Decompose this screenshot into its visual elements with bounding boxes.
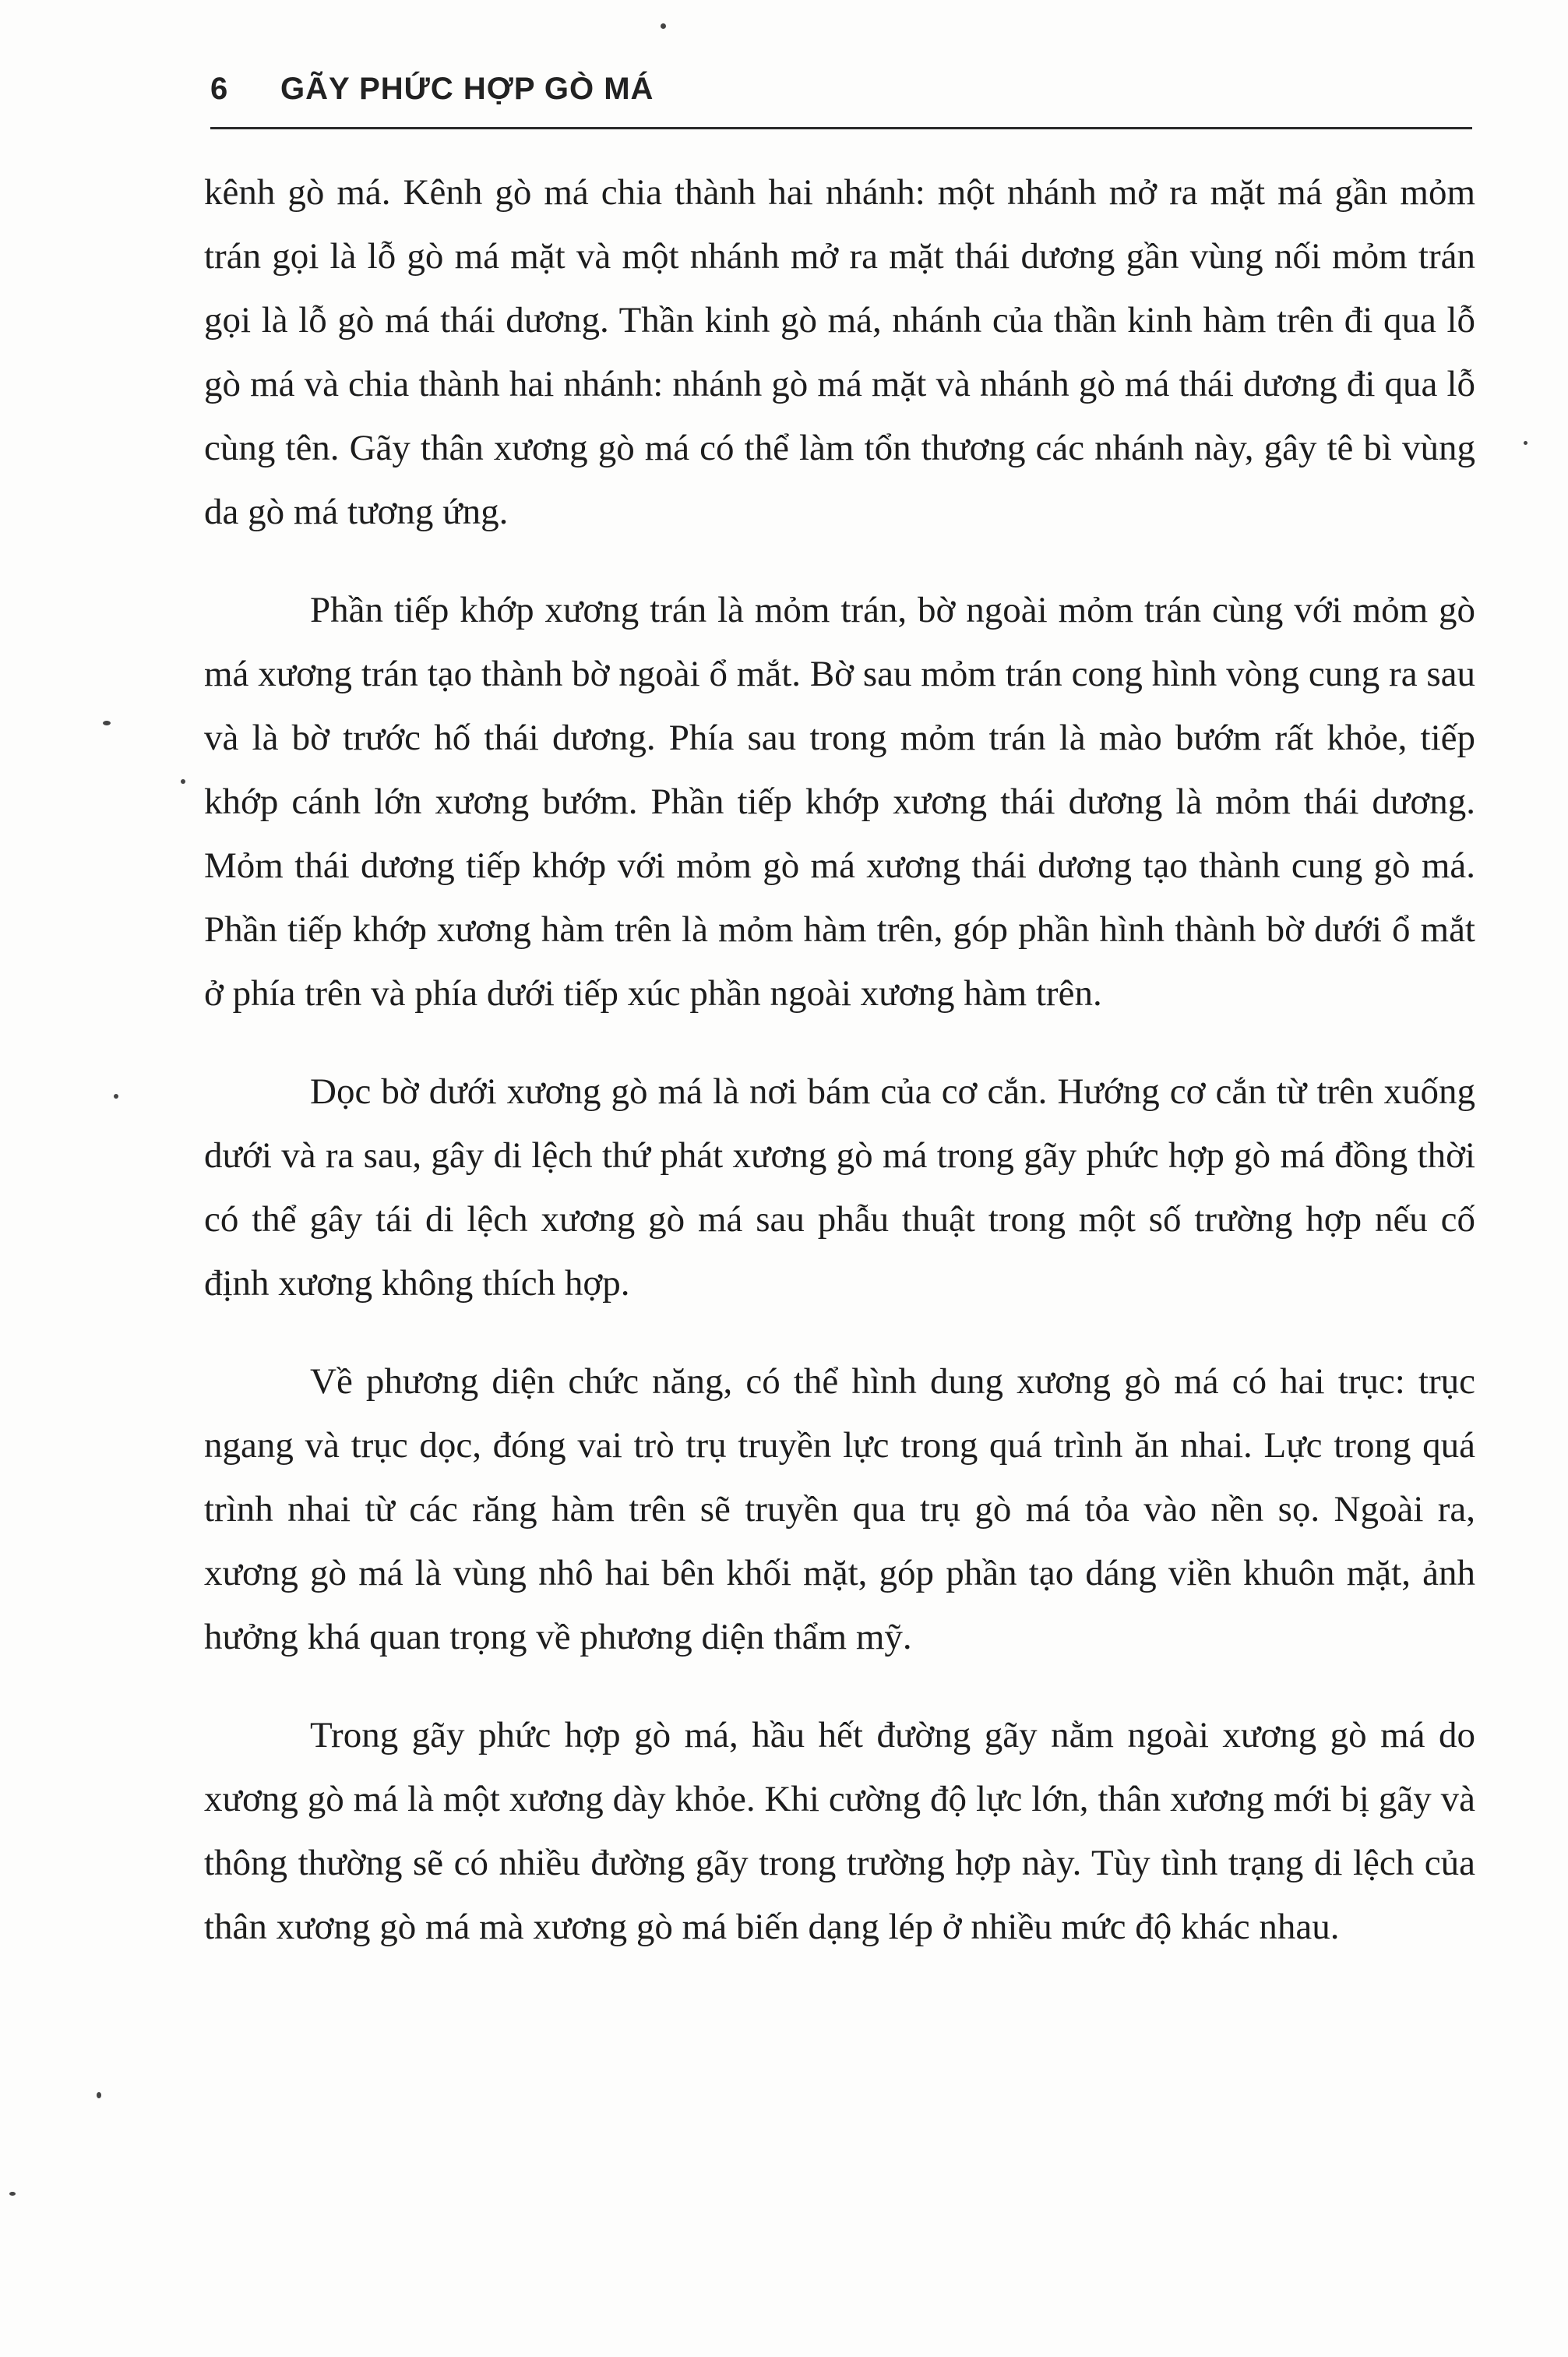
scan-speck — [114, 1094, 118, 1099]
running-head — [210, 72, 1472, 126]
scan-speck — [181, 779, 185, 784]
paragraph-5: Trong gãy phức hợp gò má, hầu hết đường gãy nằm ngoài xương gò má do xương gò má là một xương dày khỏe. Khi cường độ lực lớn, thân xương mới bị gãy và thông thường sẽ có nhiều đường gãy trong trường hợp này. Tùy tình trạng di lệch của thân xương gò má mà xương gò má biến dạng lép ở nhiều mức độ khác nhau. — [204, 1715, 1475, 1947]
header-rule — [210, 127, 1472, 129]
page-number: 6 — [210, 72, 229, 106]
paragraph-2: Phần tiếp khớp xương trán là mỏm trán, bờ ngoài mỏm trán cùng với mỏm gò má xương trán tạo thành bờ ngoài ổ mắt. Bờ sau mỏm trán cong hình vòng cung ra sau và là bờ trước hố thái dương. Phía sau trong mỏm trán là mào bướm rất khỏe, tiếp khớp cánh lớn xương bướm. Phần tiếp khớp xương thái dương là mỏm thái dương. Mỏm thái dương tiếp khớp với mỏm gò má xương thái dương tạo thành cung gò má. Phần tiếp khớp xương hàm trên là mỏm hàm trên, góp phần hình thành bờ dưới ổ mắt ở phía trên và phía dưới tiếp xúc phần ngoài xương hàm trên. — [204, 590, 1475, 1014]
paragraph-3: Dọc bờ dưới xương gò má là nơi bám của cơ cắn. Hướng cơ cắn từ trên xuống dưới và ra sau, gây di lệch thứ phát xương gò má trong gãy phức hợp gò má đồng thời có thể gây tái di lệch xương gò má sau phẫu thuật trong một số trường hợp nếu cố định xương không thích hợp. — [204, 1071, 1475, 1304]
scan-speck — [103, 721, 111, 725]
paragraph-4: Về phương diện chức năng, có thể hình dung xương gò má có hai trục: trục ngang và trục dọc, đóng vai trò trụ truyền lực trong quá trình ăn nhai. Lực trong quá trình nhai từ các răng hàm trên sẽ truyền qua trụ gò má tỏa vào nền sọ. Ngoài ra, xương gò má là vùng nhô hai bên khối mặt, góp phần tạo dáng viền khuôn mặt, ảnh hưởng khá quan trọng về phương diện thẩm mỹ. — [204, 1361, 1475, 1657]
scan-speck — [9, 2192, 16, 2196]
running-title: GÃY PHỨC HỢP GÒ MÁ — [280, 72, 654, 106]
body-text — [204, 161, 1475, 1993]
paragraph-1: kênh gò má. Kênh gò má chia thành hai nhánh: một nhánh mở ra mặt má gần mỏm trán gọi là lỗ gò má mặt và một nhánh mở ra mặt thái dương gần vùng nối mỏm trán gọi là lỗ gò má thái dương. Thần kinh gò má, nhánh của thần kinh hàm trên đi qua lỗ gò má và chia thành hai nhánh: nhánh gò má mặt và nhánh gò má thái dương đi qua lỗ cùng tên. Gãy thân xương gò má có thể làm tổn thương các nhánh này, gây tê bì vùng da gò má tương ứng. — [204, 172, 1475, 532]
scan-speck — [97, 2092, 101, 2098]
scan-speck — [1524, 441, 1527, 445]
scan-speck — [661, 23, 666, 29]
